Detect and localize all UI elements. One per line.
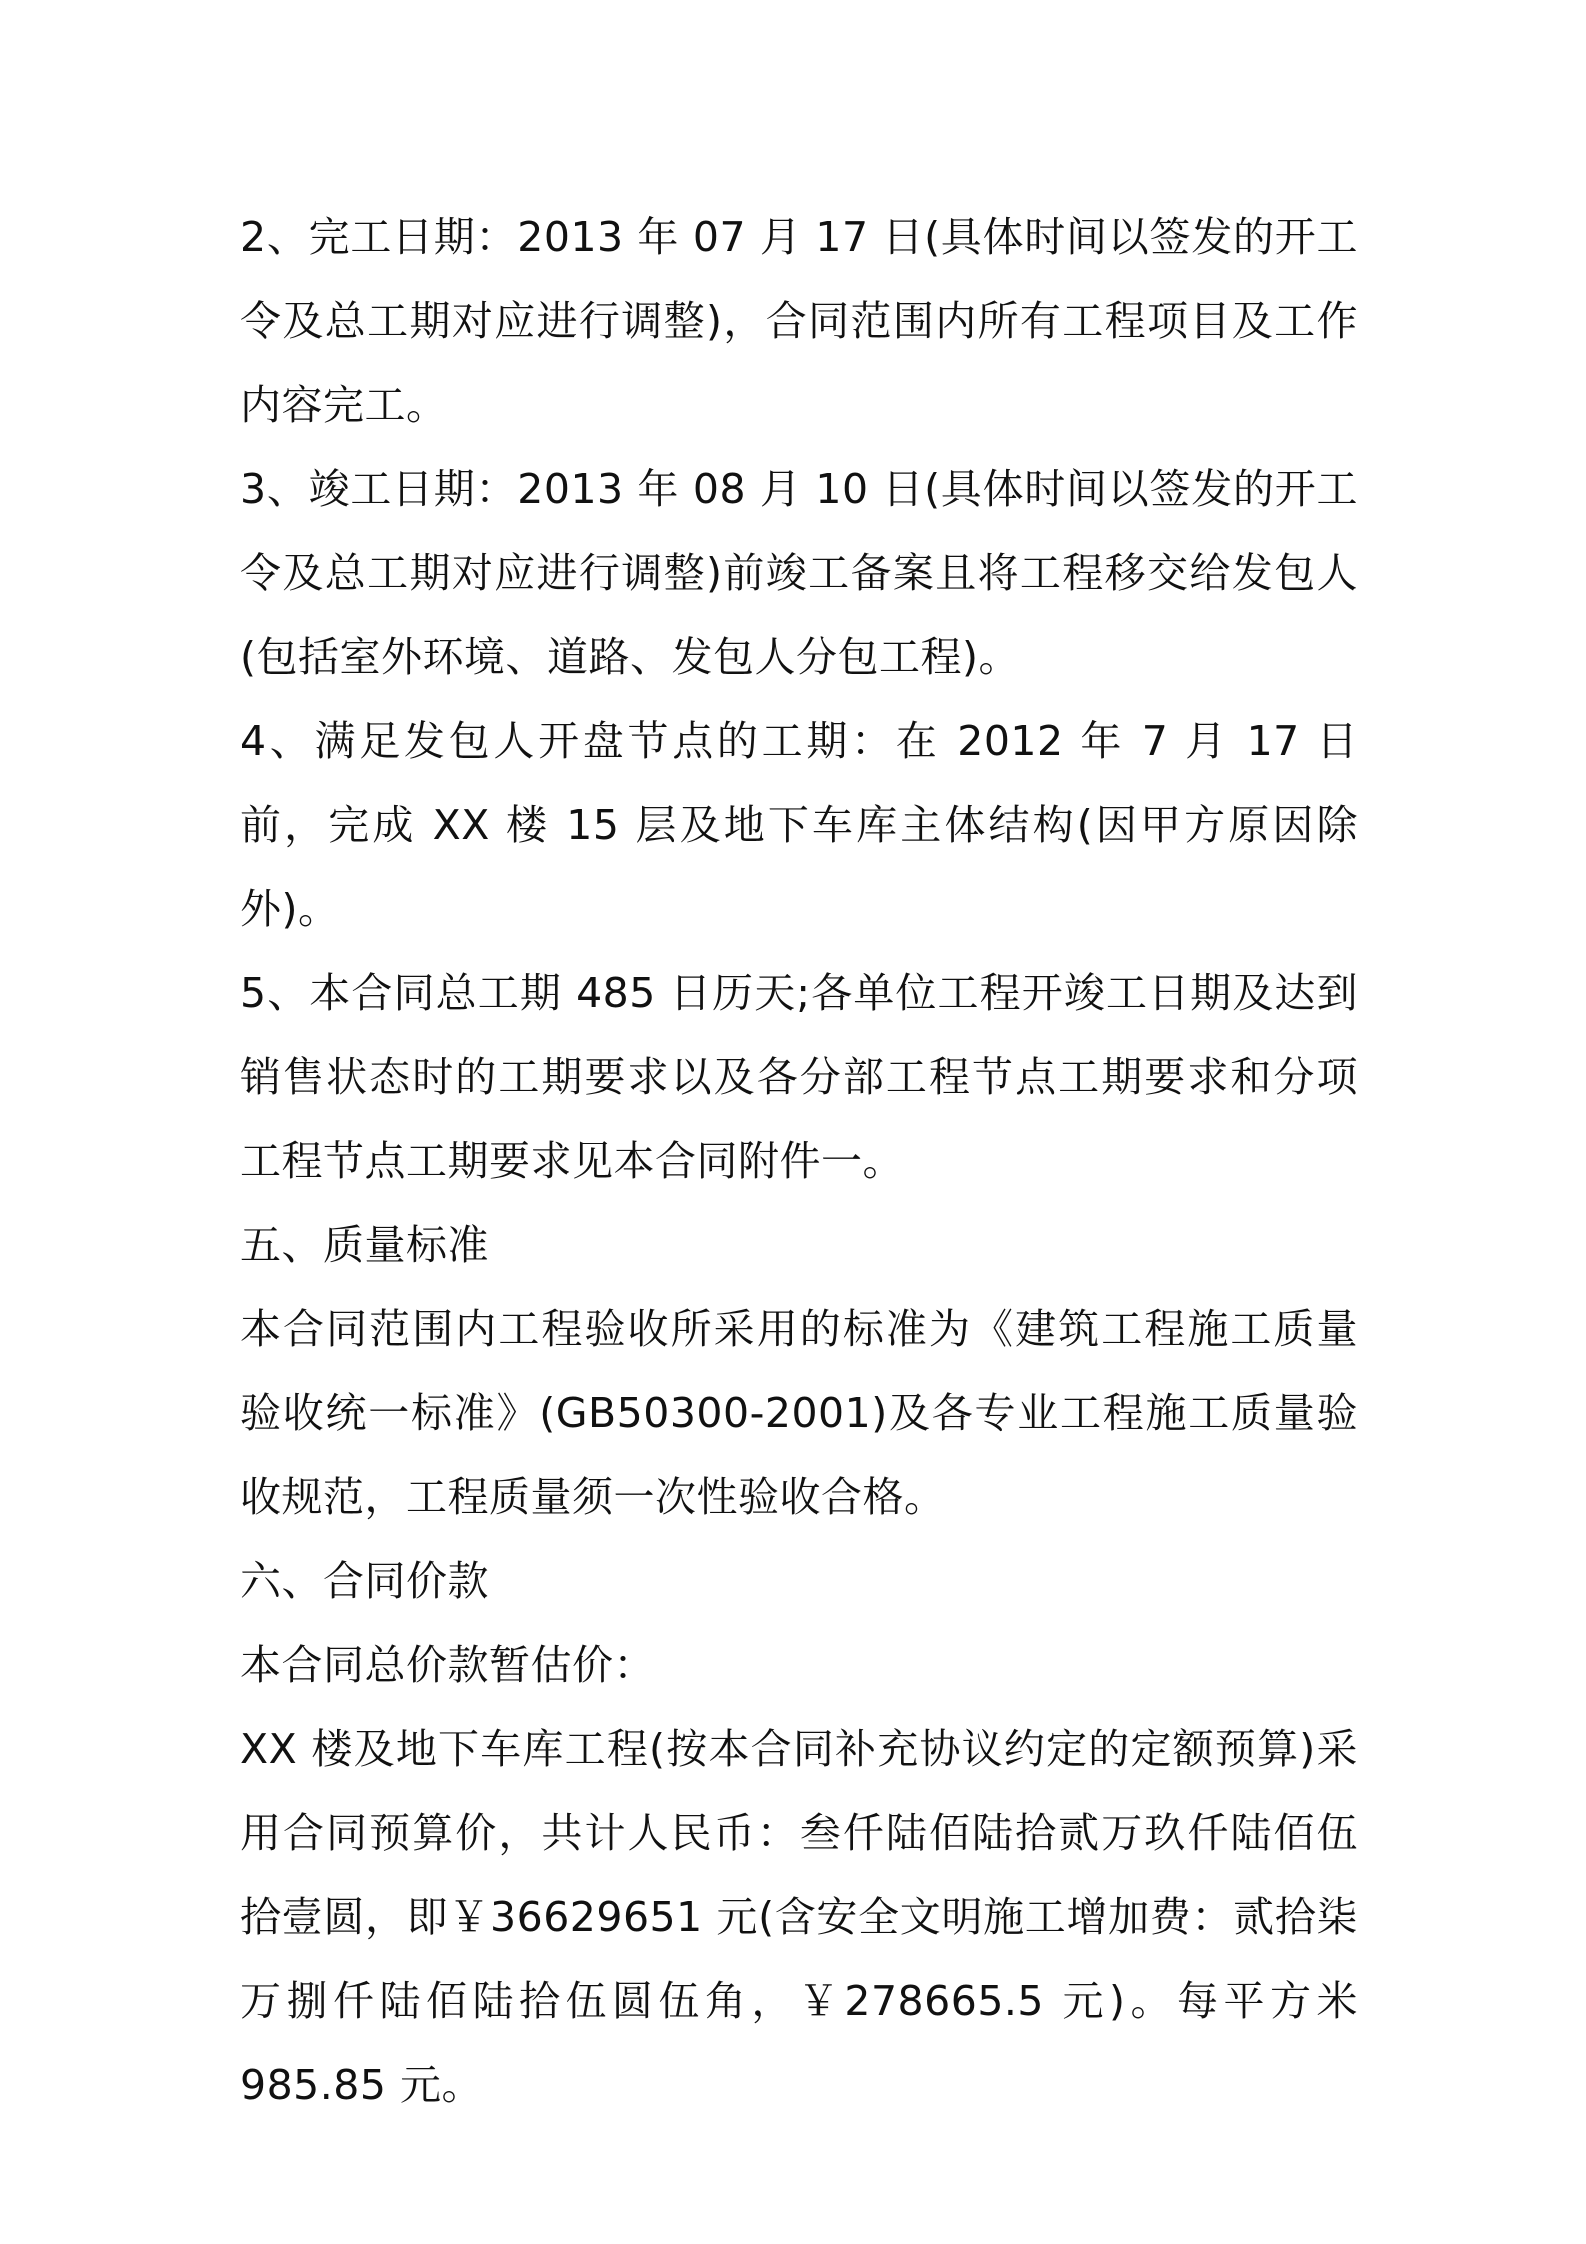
price-detail-paragraph: XX 楼及地下车库工程(按本合同补充协议约定的定额预算)采用合同预算价，共计人民币：叁仟陆佰陆拾贰万玖仟陆佰伍拾壹圆，即￥36629651 元(含安全文明施工增加费：贰拾柒万捌仟陆佰陆拾伍圆伍角，￥278665.5 元)。每平方米 985.85 元。 <box>240 1725 1358 2109</box>
quality-standard-paragraph: 本合同范围内工程验收所采用的标准为《建筑工程施工质量验收统一标准》(GB50300-2001)及各专业工程施工质量验收规范，工程质量须一次性验收合格。 <box>240 1305 1358 1521</box>
total-duration-paragraph: 5、本合同总工期 485 日历天;各单位工程开竣工日期及达到销售状态时的工期要求以及各分部工程节点工期要求和分项工程节点工期要求见本合同附件一。 <box>240 969 1358 1185</box>
quality-standard-heading: 五、质量标准 <box>240 1221 489 1269</box>
estimated-price-intro: 本合同总价款暂估价： <box>240 1641 655 1689</box>
contract-price-heading: 六、合同价款 <box>240 1557 489 1605</box>
completion-date-paragraph: 2、完工日期：2013 年 07 月 17 日(具体时间以签发的开工令及总工期对应进行调整)，合同范围内所有工程项目及工作内容完工。 <box>240 213 1358 429</box>
document-body <box>240 195 1358 2127</box>
milestone-paragraph: 4、满足发包人开盘节点的工期：在 2012 年 7 月 17 日前，完成 XX 楼 15 层及地下车库主体结构(因甲方原因除外)。 <box>240 717 1358 933</box>
acceptance-date-paragraph: 3、竣工日期：2013 年 08 月 10 日(具体时间以签发的开工令及总工期对应进行调整)前竣工备案且将工程移交给发包人(包括室外环境、道路、发包人分包工程)。 <box>240 465 1358 681</box>
